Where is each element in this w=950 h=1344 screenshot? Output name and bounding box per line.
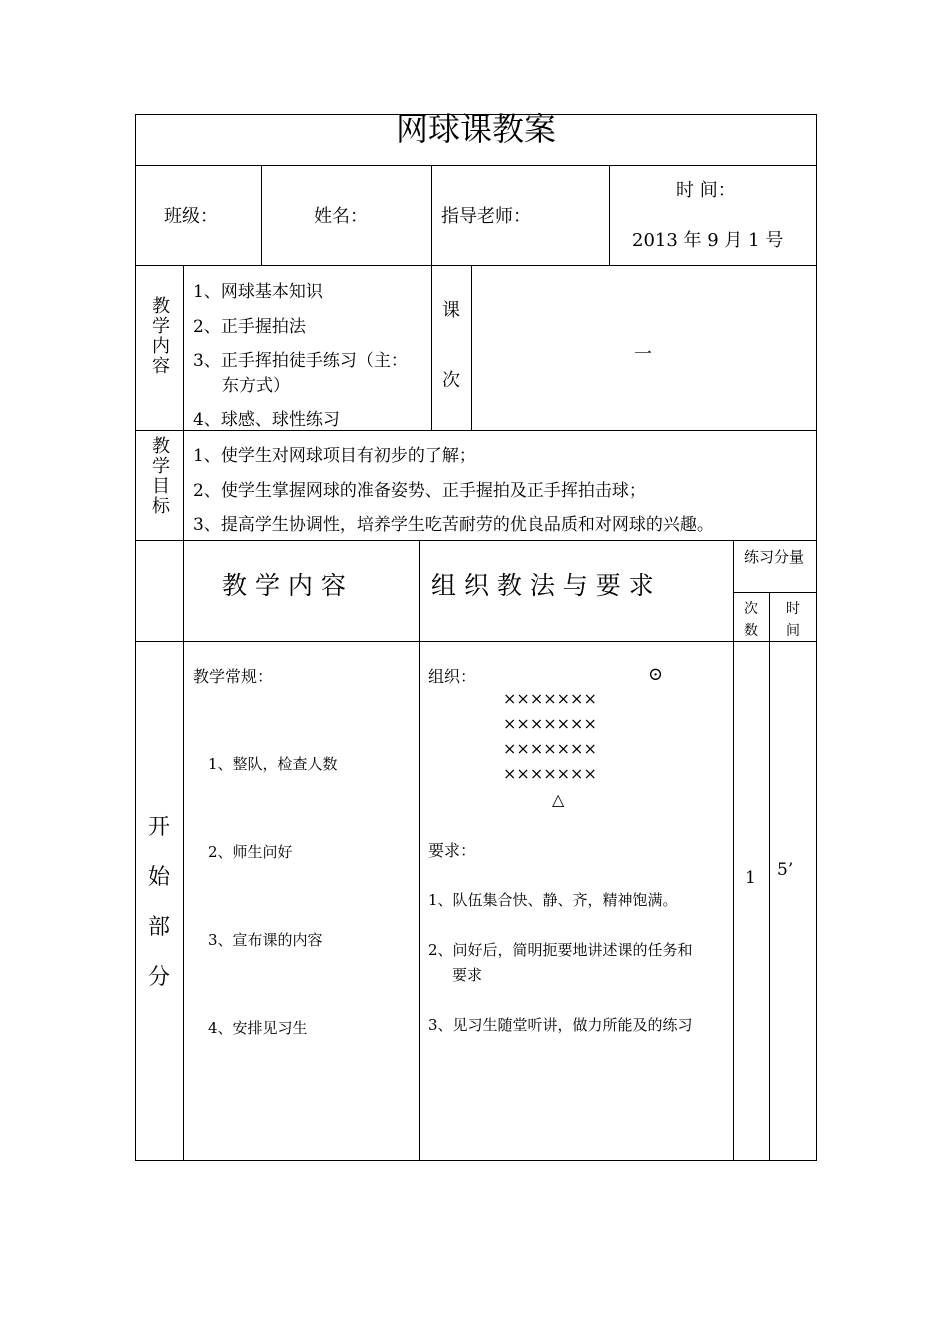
formation-row-4: ××××××× bbox=[503, 764, 597, 783]
border-left bbox=[135, 114, 136, 1161]
divider-info bbox=[135, 265, 817, 266]
goal-item-2: 2、使学生掌握网球的准备姿势、正手握拍及正手挥拍击球； bbox=[193, 481, 646, 501]
class-label: 班级： bbox=[164, 206, 218, 227]
teacher-position-icon: ⊙ bbox=[648, 664, 664, 685]
formation-row-3: ××××××× bbox=[503, 739, 597, 758]
requirement-3: 3、见习生随堂听讲，做力所能及的练习 bbox=[428, 1016, 693, 1034]
routine-title: 教学常规： bbox=[193, 667, 274, 686]
divider-content bbox=[135, 430, 817, 431]
time-label: 时 间： bbox=[676, 180, 736, 201]
header-duration: 时间 bbox=[786, 601, 800, 639]
lesson-label-bottom: 次 bbox=[442, 370, 460, 391]
teacher-label: 指导老师： bbox=[441, 206, 531, 227]
goal-item-1: 1、使学生对网球项目有初步的了解； bbox=[193, 446, 476, 466]
goal-item-3: 3、提高学生协调性，培养学生吃苦耐劳的优良品质和对网球的兴趣。 bbox=[193, 515, 714, 535]
content-item-3-cont: 东方式） bbox=[222, 376, 290, 396]
divider-goal bbox=[135, 540, 817, 541]
requirements-label: 要求： bbox=[428, 841, 477, 860]
lesson-value: 一 bbox=[634, 344, 652, 365]
requirement-1: 1、队伍集合快、静、齐，精神饱满。 bbox=[428, 891, 678, 909]
content-item-3: 3、正手挥拍徒手练习（主： bbox=[193, 351, 408, 371]
divider-content-side bbox=[183, 265, 184, 541]
header-count: 次数 bbox=[744, 601, 758, 639]
divider-practice-mid bbox=[769, 592, 770, 1161]
divider-method bbox=[419, 540, 420, 1161]
divider-header bbox=[135, 641, 817, 642]
name-label: 姓名： bbox=[314, 206, 368, 227]
start-side-label-4: 分 bbox=[148, 965, 171, 990]
goal-side-label: 教学目标 bbox=[149, 436, 170, 516]
routine-item-3: 3、宣布课的内容 bbox=[208, 931, 323, 949]
divider-title bbox=[135, 165, 817, 166]
start-duration: 5’ bbox=[777, 860, 794, 880]
start-count: 1 bbox=[745, 868, 756, 888]
divider-content-lesson-1 bbox=[431, 265, 432, 430]
start-side-label-1: 开 bbox=[148, 815, 171, 840]
header-practice: 练习分量 bbox=[743, 548, 804, 566]
routine-item-1: 1、整队，检查人数 bbox=[208, 755, 338, 773]
divider-info-3 bbox=[609, 165, 610, 265]
requirement-2-cont: 要求 bbox=[452, 966, 483, 984]
divider-info-2 bbox=[431, 165, 432, 265]
content-item-2: 2、正手握拍法 bbox=[193, 317, 306, 337]
routine-item-4: 4、安排见习生 bbox=[208, 1019, 308, 1037]
start-side-label-2: 始 bbox=[148, 865, 171, 890]
lesson-label-top: 课 bbox=[442, 300, 460, 321]
divider-info-1 bbox=[261, 165, 262, 265]
header-content: 教 学 内 容 bbox=[222, 571, 346, 600]
divider-practice-left bbox=[733, 540, 734, 1161]
border-right bbox=[816, 114, 817, 1161]
page-title: 网球课教案 bbox=[395, 110, 556, 148]
content-item-4: 4、球感、球性练习 bbox=[193, 410, 340, 430]
start-side-label-3: 部 bbox=[148, 915, 171, 940]
content-item-1: 1、网球基本知识 bbox=[193, 282, 323, 302]
content-side-label: 教学内容 bbox=[149, 296, 170, 376]
requirement-2: 2、问好后，简明扼要地讲述课的任务和 bbox=[428, 941, 693, 959]
border-bottom bbox=[135, 1160, 817, 1161]
org-label: 组织： bbox=[428, 667, 477, 686]
formation-row-1: ××××××× bbox=[503, 689, 597, 708]
routine-item-2: 2、师生问好 bbox=[208, 843, 293, 861]
header-method: 组 织 教 法 与 要 求 bbox=[431, 571, 654, 600]
divider-content-lesson-2 bbox=[471, 265, 472, 430]
divider-side-lower bbox=[183, 540, 184, 1161]
lesson-date: 2013 年 9 月 1 号 bbox=[632, 230, 784, 251]
triangle-icon: △ bbox=[552, 790, 565, 809]
divider-practice bbox=[733, 592, 817, 593]
formation-row-2: ××××××× bbox=[503, 714, 597, 733]
